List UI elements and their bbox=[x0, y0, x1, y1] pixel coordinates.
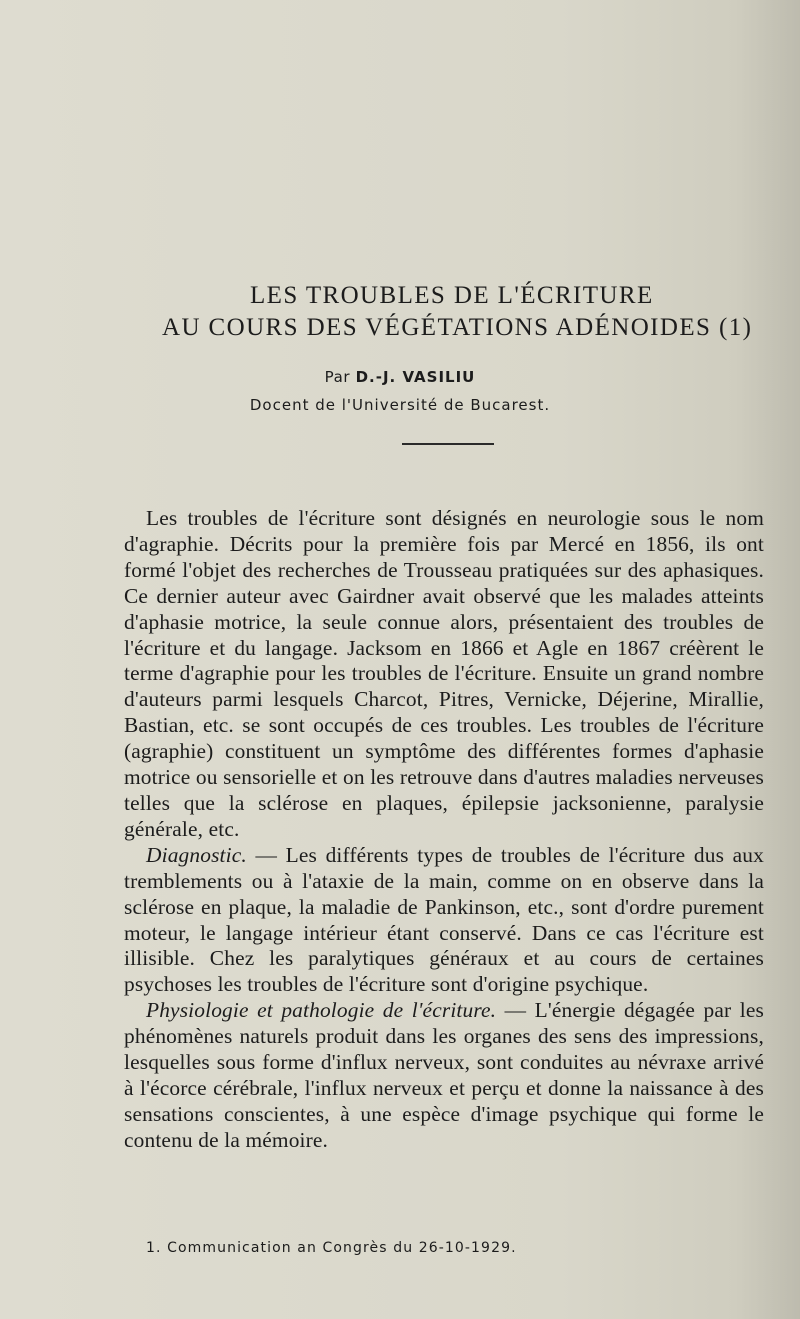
paragraph-intro-text: Les troubles de l'écriture sont désignés en neurologie sous le nom d'agraphie. Décrits pour la première fois par Mercé en 1856, ils ont formé l'objet des recherches de Trousseau pratiquées sur des aphasiques. Ce dernier auteur avec Gairdner avait observé que les malades atteints d'aphasie motrice, la seule connue alors, présentaient des troubles de l'écriture et du langage. Jacksom en 1866 et Agle en 1867 créèrent le terme d'agraphie pour les troubles de l'écriture. Ensuite un grand nombre d'auteurs parmi lesquels Charcot, Pitres, Vernicke, Déjerine, Mirallie, Bastian, etc. se sont occupés de ces troubles. Les troubles de l'écriture (agraphie) constituent un symptôme des différentes formes d'aphasie motrice ou sensorielle et on les retrouve dans d'autres maladies nerveuses telles que la sclérose en plaques, épilepsie jacksonienne, paralysie générale, etc. bbox=[124, 506, 764, 841]
title-line-2: AU COURS DES VÉGÉTATIONS ADÉNOIDES (1) bbox=[162, 314, 753, 341]
title-divider bbox=[402, 443, 494, 445]
section-heading-diagnostic: Diagnostic. bbox=[146, 842, 247, 867]
article-body bbox=[124, 506, 764, 1154]
title-line-1: LES TROUBLES DE L'ÉCRITURE bbox=[250, 282, 654, 309]
author-name: D.-J. VASILIU bbox=[355, 368, 476, 386]
paragraph-diagnostic-text: — Les différents types de troubles de l'écriture dus aux tremblements ou à l'ataxie de la main, comme on en observe dans la sclérose en plaque, la maladie de Pankinson, etc., sont d'ordre purement moteur, le langage intérieur étant conservé. Dans ce cas l'écriture est illisible. Chez les paralytiques généraux et au cours de certaines psychoses les troubles de l'écriture sont d'origine psychique. bbox=[124, 842, 764, 997]
author-affiliation: Docent de l'Université de Bucarest. bbox=[249, 396, 551, 414]
paragraph-physiologie-text: — L'énergie dégagée par les phénomènes naturels produit dans les organes des sens des impressions, lesquelles sous forme d'influx nerveux, sont conduites au névraxe arrivé à l'écorce cérébrale, l'influx nerveux et perçu et donne la naissance à des sensations conscientes, à une espèce d'image psychique qui forme le contenu de la mémoire. bbox=[124, 998, 764, 1152]
byline-prefix: Par bbox=[324, 368, 351, 386]
paragraph-intro bbox=[124, 506, 764, 843]
byline bbox=[0, 368, 800, 386]
paragraph-physiologie bbox=[124, 998, 764, 1153]
paragraph-diagnostic bbox=[124, 843, 764, 998]
footnote: 1. Communication an Congrès du 26-10-1929. bbox=[146, 1240, 517, 1256]
section-heading-physiologie: Physiologie et pathologie de l'écriture. bbox=[146, 998, 497, 1023]
